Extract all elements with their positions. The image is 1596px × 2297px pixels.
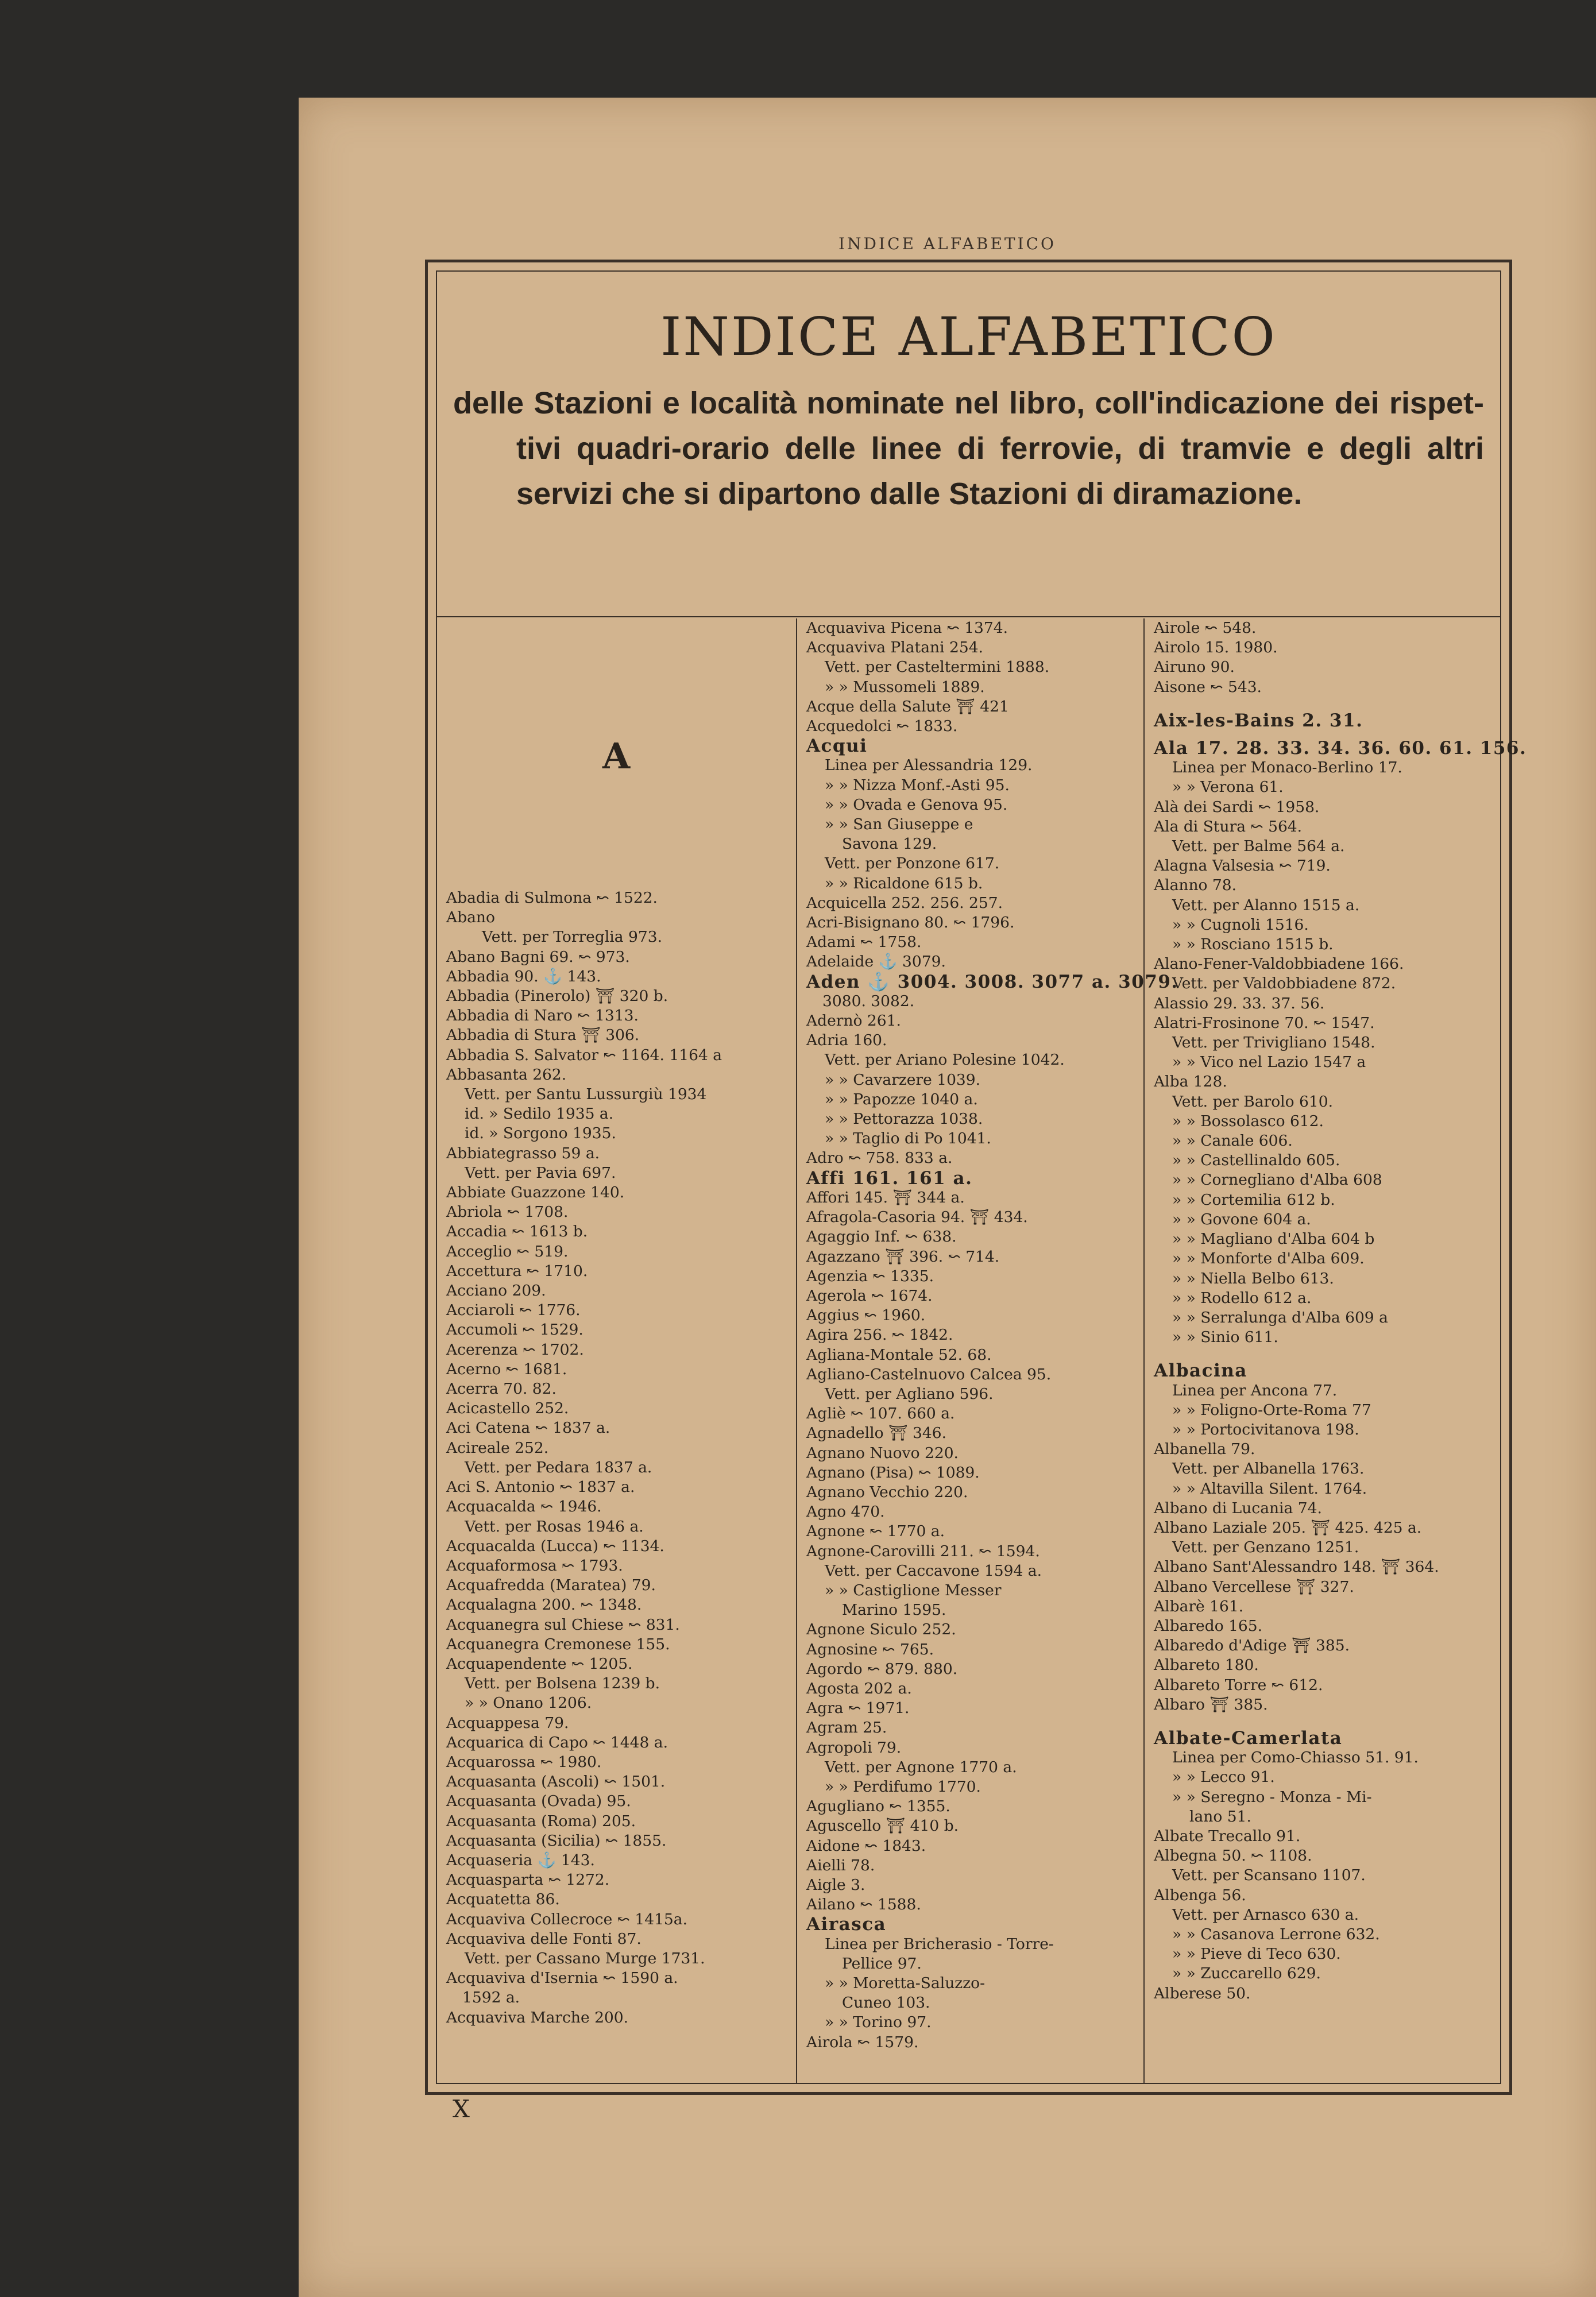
subtitle-line: servizi che si dipartono dalle Stazioni di diramazione.: [516, 477, 1303, 511]
index-entry: Acquicella 252. 256. 257.: [806, 894, 1003, 912]
index-entry: Agnano Nuovo 220.: [806, 1444, 959, 1462]
index-subentry: » » Rodello 612 a.: [1172, 1289, 1312, 1307]
section-letter: A: [602, 735, 631, 777]
index-subentry: » » Torino 97.: [825, 2013, 932, 2032]
index-entry: Acceglio ↜ 519.: [446, 1242, 569, 1260]
index-subentry: Vett. per Santu Lussurgiù 1934: [465, 1085, 707, 1104]
main-title: INDICE ALFABETICO: [660, 306, 1277, 368]
index-entry: Acquaformosa ↜ 1793.: [446, 1556, 623, 1575]
index-heading: Aix-les-Bains 2. 31.: [1154, 710, 1363, 731]
index-subentry: lano 51.: [1189, 1807, 1251, 1826]
index-subentry: » » Lecco 91.: [1172, 1768, 1275, 1786]
index-entry: Albaredo 165.: [1154, 1617, 1263, 1635]
index-entry: Adria 160.: [806, 1031, 887, 1050]
index-entry: Alanno 78.: [1154, 876, 1237, 895]
index-subentry: Vett. per Agliano 596.: [825, 1385, 994, 1403]
index-entry: Aci S. Antonio ↜ 1837 a.: [446, 1478, 635, 1496]
index-entry: Agram 25.: [806, 1719, 887, 1737]
entry-list: [806, 618, 1178, 2052]
index-subentry: » » Seregno - Monza - Mi-: [1172, 1788, 1372, 1806]
index-entry: Accumoli ↜ 1529.: [446, 1321, 583, 1339]
index-entry: Acquasanta (Sicilia) ↜ 1855.: [446, 1831, 667, 1850]
index-entry: Albarè 161.: [1154, 1597, 1244, 1615]
index-entry: Acquapendente ↜ 1205.: [446, 1654, 633, 1673]
index-entry: Alagna Valsesia ↜ 719.: [1154, 857, 1331, 875]
index-entry: Acquacalda ↜ 1946.: [446, 1498, 602, 1516]
subtitle: [453, 381, 1484, 517]
index-entry: Aielli 78.: [806, 1856, 875, 1874]
index-entry: Alberese 50.: [1154, 1984, 1251, 2002]
index-subentry: Vett. per Bolsena 1239 b.: [465, 1675, 660, 1693]
index-entry: Abbadia di Stura ⛩ 306.: [446, 1026, 640, 1045]
index-entry: Acquanegra Cremonese 155.: [446, 1635, 670, 1653]
index-subentry: » » Niella Belbo 613.: [1172, 1269, 1334, 1287]
index-entry: Abbiategrasso 59 a.: [446, 1144, 600, 1162]
index-entry: Alano-Fener-Valdobbiadene 166.: [1154, 955, 1404, 973]
index-subentry: » » Cavarzere 1039.: [825, 1070, 981, 1089]
index-entry: Acque della Salute ⛩ 421: [806, 697, 1009, 716]
index-entry: Acquaviva delle Fonti 87.: [446, 1929, 642, 1948]
index-subentry: » » San Giuseppe e: [825, 815, 973, 834]
subtitle-line: delle Stazioni e località nominate nel libro, coll'indicazione dei rispet-: [453, 386, 1484, 420]
index-subentry: » » Taglio di Po 1041.: [825, 1130, 991, 1148]
page-number: X: [453, 2095, 470, 2123]
index-subentry: » » Cortemilia 612 b.: [1172, 1190, 1335, 1209]
index-entry: Acerenza ↜ 1702.: [446, 1340, 584, 1359]
index-entry: Abriola ↜ 1708.: [446, 1203, 569, 1221]
index-heading: Albate-Camerlata: [1154, 1727, 1343, 1749]
index-entry: Acquaviva Picena ↜ 1374.: [806, 619, 1008, 637]
index-subentry: id. » Sedilo 1935 a.: [465, 1105, 614, 1123]
index-entry: Albaredo d'Adige ⛩ 385.: [1154, 1637, 1350, 1655]
index-entry: Alba 128.: [1154, 1073, 1227, 1091]
index-subentry: » » Govone 604 a.: [1172, 1210, 1311, 1228]
entry-list: [1154, 618, 1527, 2004]
index-subentry: » » Perdifumo 1770.: [825, 1777, 981, 1796]
index-entry: Agnano (Pisa) ↜ 1089.: [806, 1463, 980, 1482]
spacer: [1154, 1347, 1510, 1361]
index-entry: Abbasanta 262.: [446, 1065, 567, 1084]
index-entry: Acicastello 252.: [446, 1399, 569, 1418]
index-entry: Aci Catena ↜ 1837 a.: [446, 1419, 610, 1437]
index-entry: Aggius ↜ 1960.: [806, 1306, 926, 1325]
index-entry: Acireale 252.: [446, 1438, 549, 1457]
index-entry: Abbiate Guazzone 140.: [446, 1184, 625, 1202]
index-entry: Aidone ↜ 1843.: [806, 1836, 926, 1855]
index-entry: Abadia di Sulmona ↜ 1522.: [446, 889, 658, 907]
subtitle-line: tivi quadri-orario delle linee di ferrovie, di tramvie e degli altri: [516, 431, 1484, 466]
index-entry: Albaro ⛩ 385.: [1154, 1695, 1268, 1714]
index-subentry: Linea per Ancona 77.: [1172, 1381, 1338, 1399]
index-entry: Acquasanta (Ovada) 95.: [446, 1792, 631, 1811]
index-entry: Acri-Bisignano 80. ↜ 1796.: [806, 914, 1015, 932]
index-entry: Abano Bagni 69. ↜ 973.: [446, 948, 630, 966]
index-entry: Adami ↜ 1758.: [806, 933, 922, 952]
index-heading: Albacina: [1154, 1360, 1247, 1382]
index-entry: Affori 145. ⛩ 344 a.: [806, 1188, 965, 1206]
index-entry: Alà dei Sardi ↜ 1958.: [1154, 798, 1320, 816]
index-entry: Agugliano ↜ 1355.: [806, 1797, 950, 1816]
index-subentry: » » Casanova Lerrone 632.: [1172, 1925, 1380, 1943]
index-entry: Acquarossa ↜ 1980.: [446, 1753, 602, 1771]
index-entry: Aigle 3.: [806, 1876, 865, 1894]
page-frame: [425, 260, 1527, 2095]
index-entry: Agropoli 79.: [806, 1738, 902, 1757]
index-entry: Abbadia (Pinerolo) ⛩ 320 b.: [446, 987, 668, 1006]
index-entry: Acquatetta 86.: [446, 1890, 560, 1909]
index-entry: Acquanegra sul Chiese ↜ 831.: [446, 1615, 680, 1634]
index-entry: Acerno ↜ 1681.: [446, 1360, 567, 1378]
index-entry: Abbadia S. Salvator ↜ 1164. 1164 a: [446, 1046, 722, 1064]
index-subentry: Vett. per Scansano 1107.: [1172, 1866, 1366, 1885]
index-subentry: Vett. per Trivigliano 1548.: [1172, 1034, 1375, 1052]
index-heading: Aden ⚓ 3004. 3008. 3077 a. 3079.: [806, 971, 1178, 992]
index-subentry: » » Vico nel Lazio 1547 a: [1172, 1053, 1366, 1072]
index-subentry: Vett. per Albanella 1763.: [1172, 1460, 1365, 1478]
index-entry: Airolo 15. 1980.: [1154, 639, 1278, 657]
index-subentry: » » Onano 1206.: [465, 1694, 592, 1712]
spacer: [1154, 730, 1510, 738]
index-entry: Agra ↜ 1971.: [806, 1699, 910, 1718]
index-subentry: » » Ovada e Genova 95.: [825, 795, 1008, 814]
index-entry: Agnone Siculo 252.: [806, 1621, 956, 1639]
index-subentry: » » Canale 606.: [1172, 1132, 1293, 1150]
index-heading: Affi 161. 161 a.: [806, 1167, 973, 1189]
index-column-2: [796, 618, 1178, 2083]
index-entry: Acquaviva Platani 254.: [806, 639, 983, 657]
index-column-1: [446, 618, 786, 2083]
index-subentry: » » Foligno-Orte-Roma 77: [1172, 1401, 1371, 1419]
index-entry: Acquasparta ↜ 1272.: [446, 1871, 610, 1889]
index-entry: Alatri-Frosinone 70. ↜ 1547.: [1154, 1014, 1375, 1032]
index-subentry: Linea per Bricherasio - Torre-: [825, 1935, 1054, 1953]
index-subentry: » » Ricaldone 615 b.: [825, 874, 983, 892]
index-entry: Aguscello ⛩ 410 b.: [806, 1817, 959, 1835]
index-entry: Albate Trecallo 91.: [1154, 1827, 1301, 1845]
index-subentry: » » Cugnoli 1516.: [1172, 915, 1309, 934]
index-entry: Acquedolci ↜ 1833.: [806, 717, 958, 736]
index-entry: Agaggio Inf. ↜ 638.: [806, 1228, 957, 1246]
index-entry: Afragola-Casoria 94. ⛩ 434.: [806, 1208, 1028, 1227]
index-entry: Agerola ↜ 1674.: [806, 1286, 933, 1305]
index-subentry: Vett. per Pedara 1837 a.: [465, 1458, 652, 1476]
page-sheet: [299, 98, 1596, 2297]
index-subentry: Vett. per Ponzone 617.: [825, 854, 1000, 873]
index-subentry: 1592 a.: [462, 1989, 520, 2007]
index-subentry: » » Mussomeli 1889.: [825, 678, 985, 696]
index-subentry: Vett. per Cassano Murge 1731.: [465, 1949, 705, 1967]
index-subentry: Vett. per Rosas 1946 a.: [465, 1517, 644, 1536]
index-entry: Acquaseria ⚓ 143.: [446, 1851, 595, 1869]
index-entry: Agira 256. ↜ 1842.: [806, 1326, 953, 1344]
index-subentry: Linea per Monaco-Berlino 17.: [1172, 759, 1402, 777]
index-subentry: Vett. per Arnasco 630 a.: [1172, 1905, 1359, 1924]
index-subentry: Linea per Como-Chiasso 51. 91.: [1172, 1749, 1419, 1767]
index-entry: Acquasanta (Roma) 205.: [446, 1812, 636, 1830]
index-subentry: Savona 129.: [842, 835, 937, 853]
index-subentry: Vett. per Alanno 1515 a.: [1172, 896, 1360, 914]
index-subentry: » » Zuccarello 629.: [1172, 1965, 1321, 1983]
index-entry: Agenzia ↜ 1335.: [806, 1267, 934, 1285]
index-entry: Acquarica di Capo ↜ 1448 a.: [446, 1733, 668, 1751]
index-entry: Agno 470.: [806, 1503, 885, 1521]
index-entry: Agnano Vecchio 220.: [806, 1483, 968, 1501]
index-entry: Agnone-Carovilli 211. ↜ 1594.: [806, 1542, 1040, 1560]
index-entry: Albenga 56.: [1154, 1886, 1246, 1904]
index-subentry: » » Portocivitanova 198.: [1172, 1420, 1359, 1438]
index-entry: Acquappesa 79.: [446, 1714, 569, 1732]
index-heading: Acqui: [806, 736, 868, 757]
index-subentry: » » Magliano d'Alba 604 b: [1172, 1230, 1375, 1248]
index-entry: Agazzano ⛩ 396. ↜ 714.: [806, 1247, 1000, 1266]
index-entry: Agnosine ↜ 765.: [806, 1640, 934, 1658]
entry-list: [446, 888, 786, 2028]
index-entry: Acquacalda (Lucca) ↜ 1134.: [446, 1537, 664, 1555]
index-entry: Acciaroli ↜ 1776.: [446, 1301, 581, 1320]
index-subentry: » » Castellinaldo 605.: [1172, 1151, 1340, 1170]
index-subentry: » » Rosciano 1515 b.: [1172, 935, 1334, 954]
running-head: INDICE ALFABETICO: [838, 234, 1056, 253]
index-heading: Airasca: [806, 1914, 887, 1935]
index-subentry: Vett. per Casteltermini 1888.: [825, 658, 1050, 676]
index-entry: Acquaviva Collecroce ↜ 1415a.: [446, 1910, 688, 1928]
index-subentry: » » Nizza Monf.-Asti 95.: [825, 776, 1010, 794]
index-subentry: » » Monforte d'Alba 609.: [1172, 1250, 1365, 1268]
index-entry: Acquafredda (Maratea) 79.: [446, 1576, 656, 1595]
index-entry: Albano Laziale 205. ⛩ 425. 425 a.: [1154, 1518, 1422, 1537]
index-subentry: 3080. 3082.: [822, 992, 915, 1010]
index-entry: Accadia ↜ 1613 b.: [446, 1223, 588, 1241]
index-subentry: Linea per Alessandria 129.: [825, 756, 1033, 775]
index-entry: Agliè ↜ 107. 660 a.: [806, 1405, 955, 1423]
index-subentry: Pellice 97.: [842, 1954, 922, 1973]
index-entry: Ailano ↜ 1588.: [806, 1896, 921, 1914]
index-subentry: Vett. per Balme 564 a.: [1172, 837, 1345, 856]
index-entry: Acqualagna 200. ↜ 1348.: [446, 1596, 642, 1614]
header-rule: [437, 616, 1500, 617]
index-entry: Albano Vercellese ⛩ 327.: [1154, 1577, 1354, 1596]
index-entry: Albareto 180.: [1154, 1656, 1259, 1675]
index-subentry: » » Cornegliano d'Alba 608: [1172, 1171, 1382, 1189]
index-entry: Albano di Lucania 74.: [1154, 1499, 1322, 1517]
index-subentry: » » Verona 61.: [1172, 778, 1284, 796]
index-entry: Acciano 209.: [446, 1282, 546, 1300]
index-entry: Acquaviva Marche 200.: [446, 2008, 629, 2027]
index-entry: Abbadia 90. ⚓ 143.: [446, 967, 601, 985]
index-subentry: » » Moretta-Saluzzo-: [825, 1974, 986, 1993]
index-subentry: Vett. per Ariano Polesine 1042.: [825, 1051, 1065, 1069]
index-entry: Albegna 50. ↜ 1108.: [1154, 1847, 1312, 1865]
index-entry: Acquasanta (Ascoli) ↜ 1501.: [446, 1773, 666, 1791]
index-subentry: » » Altavilla Silent. 1764.: [1172, 1479, 1367, 1498]
index-entry: Airola ↜ 1579.: [806, 2033, 919, 2051]
index-subentry: » » Serralunga d'Alba 609 a: [1172, 1308, 1388, 1327]
index-subentry: Marino 1595.: [842, 1601, 946, 1619]
index-entry: Acerra 70. 82.: [446, 1380, 557, 1398]
index-entry: Accettura ↜ 1710.: [446, 1262, 588, 1280]
index-entry: Agliano-Castelnuovo Calcea 95.: [806, 1365, 1052, 1383]
index-entry: Abano: [446, 908, 495, 927]
index-subentry: » » Bossolasco 612.: [1172, 1112, 1324, 1130]
index-subentry: Vett. per Genzano 1251.: [1172, 1538, 1359, 1557]
index-heading: Ala 17. 28. 33. 34. 36. 60. 61. 156.: [1154, 738, 1527, 759]
index-subentry: Vett. per Barolo 610.: [1172, 1092, 1334, 1111]
spacer: [1154, 697, 1510, 711]
index-entry: Adro ↜ 758. 833 a.: [806, 1149, 953, 1167]
index-entry: Alassio 29. 33. 37. 56.: [1154, 994, 1325, 1012]
index-entry: Agnadello ⛩ 346.: [806, 1424, 947, 1443]
index-entry: Agordo ↜ 879. 880.: [806, 1660, 958, 1678]
index-subentry: » » Papozze 1040 a.: [825, 1090, 978, 1108]
index-entry: Airuno 90.: [1154, 658, 1235, 676]
index-entry: Aisone ↜ 543.: [1154, 678, 1262, 696]
index-subentry: Vett. per Agnone 1770 a.: [825, 1758, 1017, 1776]
index-column-3: [1143, 618, 1527, 2083]
inner-frame: [436, 270, 1527, 2084]
index-subentry: » » Castiglione Messer: [825, 1581, 1002, 1599]
index-entry: Acquaviva d'Isernia ↜ 1590 a.: [446, 1969, 678, 1987]
index-subentry: Vett. per Valdobbiadene 872.: [1172, 975, 1396, 993]
index-entry: Airole ↜ 548.: [1154, 619, 1257, 637]
index-subentry: » » Pettorazza 1038.: [825, 1110, 983, 1128]
index-entry: Albano Sant'Alessandro 148. ⛩ 364.: [1154, 1558, 1439, 1576]
spacer: [1154, 1715, 1510, 1728]
index-entry: Adernò 261.: [806, 1012, 901, 1030]
index-subentry: Vett. per Pavia 697.: [465, 1163, 616, 1182]
index-subentry: » » Sinio 611.: [1172, 1328, 1278, 1347]
index-entry: Abbadia di Naro ↜ 1313.: [446, 1007, 639, 1025]
index-subentry: Cuneo 103.: [842, 1994, 930, 2012]
index-subentry: » » Pieve di Teco 630.: [1172, 1945, 1341, 1963]
index-entry: Ala di Stura ↜ 564.: [1154, 817, 1303, 836]
index-subentry: Vett. per Torreglia 973.: [482, 928, 663, 946]
index-subentry: Vett. per Caccavone 1594 a.: [825, 1561, 1042, 1580]
index-entry: Albanella 79.: [1154, 1440, 1255, 1459]
index-entry: Adelaide ⚓ 3079.: [806, 953, 946, 971]
index-entry: Agosta 202 a.: [806, 1679, 912, 1697]
index-entry: Agnone ↜ 1770 a.: [806, 1522, 945, 1541]
index-entry: Agliana-Montale 52. 68.: [806, 1345, 992, 1364]
index-subentry: id. » Sorgono 1935.: [465, 1124, 616, 1143]
index-entry: Albareto Torre ↜ 612.: [1154, 1676, 1323, 1694]
